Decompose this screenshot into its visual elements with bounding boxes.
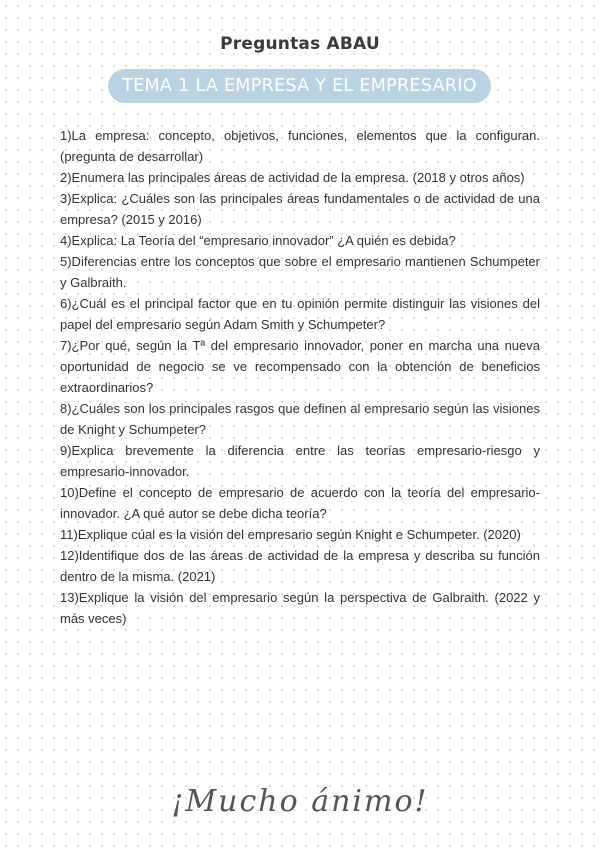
question-item: 8)¿Cuáles son los principales rasgos que definen al empresario según las visiones de Knight y Schumpeter? bbox=[60, 401, 540, 437]
question-item: 10)Define el concepto de empresario de acuerdo con la teoría del empresario-innovador. ¿A qué autor se debe dicha teoría? bbox=[60, 485, 540, 521]
question-item: 12)Identifique dos de las áreas de actividad de la empresa y describa su función dentro de la misma. (2021) bbox=[60, 548, 540, 584]
question-list bbox=[60, 125, 540, 629]
question-item: 6)¿Cuál es el principal factor que en tu opinión permite distinguir las visiones del papel del empresario según Adam Smith y Schumpeter? bbox=[60, 296, 540, 332]
page-title: Preguntas ABAU bbox=[220, 34, 380, 54]
handwritten-signature: ¡Mucho ánimo! bbox=[171, 784, 429, 819]
question-item: 11)Explique cúal es la visión del empresario según Knight e Schumpeter. (2020) bbox=[60, 527, 521, 542]
topic-banner-label: TEMA 1 LA EMPRESA Y EL EMPRESARIO bbox=[122, 76, 477, 96]
question-item: 1)La empresa: concepto, objetivos, funciones, elementos que la configuran. (pregunta de desarrollar) bbox=[60, 128, 540, 164]
question-item: 7)¿Por qué, según la Tª del empresario innovador, poner en marcha una nueva oportunidad de negocio se ve recompensado con la obtención de beneficios extraordinarios? bbox=[60, 338, 540, 395]
question-item: 3)Explica: ¿Cuáles son las principales áreas fundamentales o de actividad de una empresa? (2015 y 2016) bbox=[60, 191, 540, 227]
question-item: 2)Enumera las principales áreas de actividad de la empresa. (2018 y otros años) bbox=[60, 170, 525, 185]
topic-banner bbox=[108, 69, 491, 103]
question-item: 5)Diferencias entre los conceptos que sobre el empresario mantienen Schumpeter y Galbraith. bbox=[60, 254, 540, 290]
question-item: 13)Explique la visión del empresario según la perspectiva de Galbraith. (2022 y más veces) bbox=[60, 590, 540, 626]
question-item: 4)Explica: La Teoría del “empresario innovador” ¿A quién es debida? bbox=[60, 233, 456, 248]
question-item: 9)Explica brevemente la diferencia entre las teorías empresario-riesgo y empresario-innovador. bbox=[60, 443, 540, 479]
